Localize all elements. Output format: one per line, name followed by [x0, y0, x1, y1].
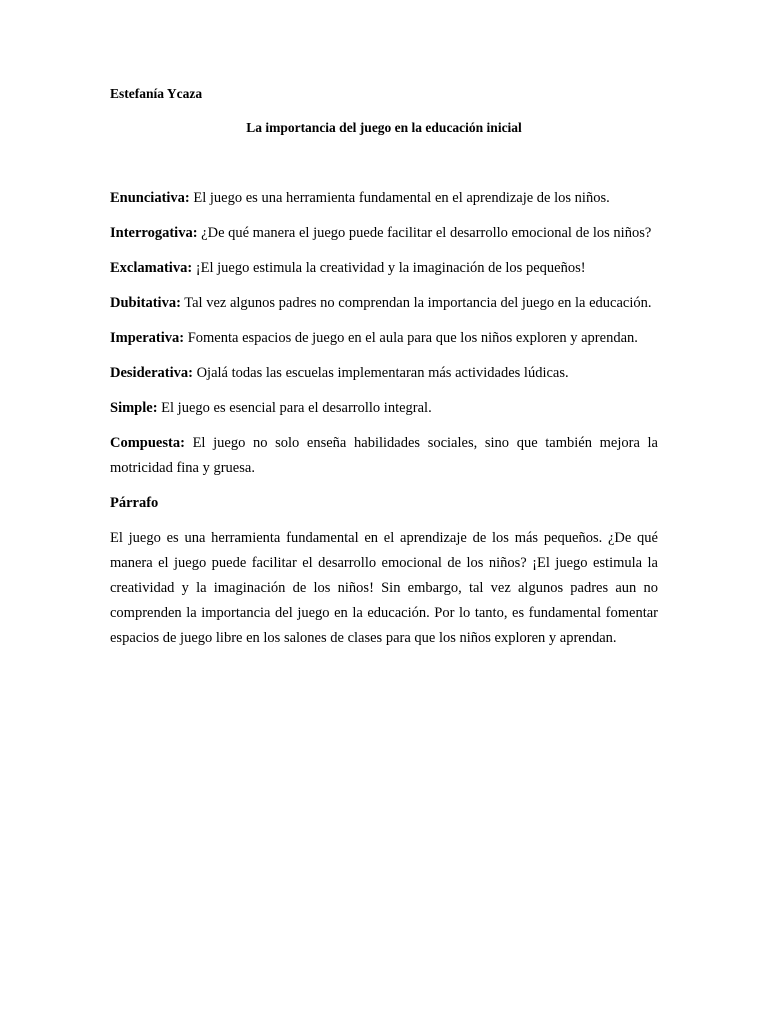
sentence-enunciativa [110, 186, 658, 211]
paragraph-text: El juego es una herramienta fundamental en el aprendizaje de los más pequeños. ¿De qué manera el juego puede facilitar el desarrollo emocional de los niños? ¡El juego estimula la creatividad y la imaginación de los niños! Sin embargo, tal vez algunos padres aun no comprenden la importancia del juego en la educación. Por lo tanto, es fundamental fomentar espacios de juego libre en los salones de clases para que los niños exploren y aprendan. [110, 530, 658, 646]
sentence-compuesta [110, 431, 658, 481]
sentence-label: Simple: [110, 400, 158, 416]
sentence-label: Enunciativa: [110, 190, 190, 206]
sentence-text: El juego no solo enseña habilidades sociales, sino que también mejora la motricidad fina y gruesa. [110, 435, 658, 476]
sentence-imperativa [110, 326, 658, 351]
sentence-text: El juego es una herramienta fundamental en el aprendizaje de los niños. [189, 190, 610, 206]
sentence-interrogativa [110, 221, 658, 246]
sentence-simple [110, 396, 658, 421]
sentence-label: Interrogativa: [110, 225, 198, 241]
sentence-label: Imperativa: [110, 330, 185, 346]
sentence-text: ¿De qué manera el juego puede facilitar el desarrollo emocional de los niños? [197, 225, 652, 241]
sentence-label: Dubitativa: [110, 295, 181, 311]
paragraph-heading: Párrafo [110, 495, 159, 511]
sentence-text: El juego es esencial para el desarrollo integral. [157, 400, 432, 416]
sentence-label: Desiderativa: [110, 365, 193, 381]
sentence-exclamativa [110, 256, 658, 281]
sentence-text: ¡El juego estimula la creatividad y la imaginación de los pequeños! [192, 260, 586, 276]
sentence-desiderativa [110, 361, 658, 386]
author-name: Estefanía Ycaza [110, 86, 203, 101]
sentence-label: Compuesta: [110, 435, 185, 451]
document-body [110, 186, 658, 661]
document-title: La importancia del juego en la educación inicial [246, 120, 522, 135]
sentence-text: Ojalá todas las escuelas implementaran más actividades lúdicas. [192, 365, 569, 381]
sentence-dubitativa [110, 291, 658, 316]
sentence-text: Tal vez algunos padres no comprendan la importancia del juego en la educación. [180, 295, 652, 311]
sentence-label: Exclamativa: [110, 260, 193, 276]
sentence-text: Fomenta espacios de juego en el aula para que los niños exploren y aprendan. [184, 330, 638, 346]
